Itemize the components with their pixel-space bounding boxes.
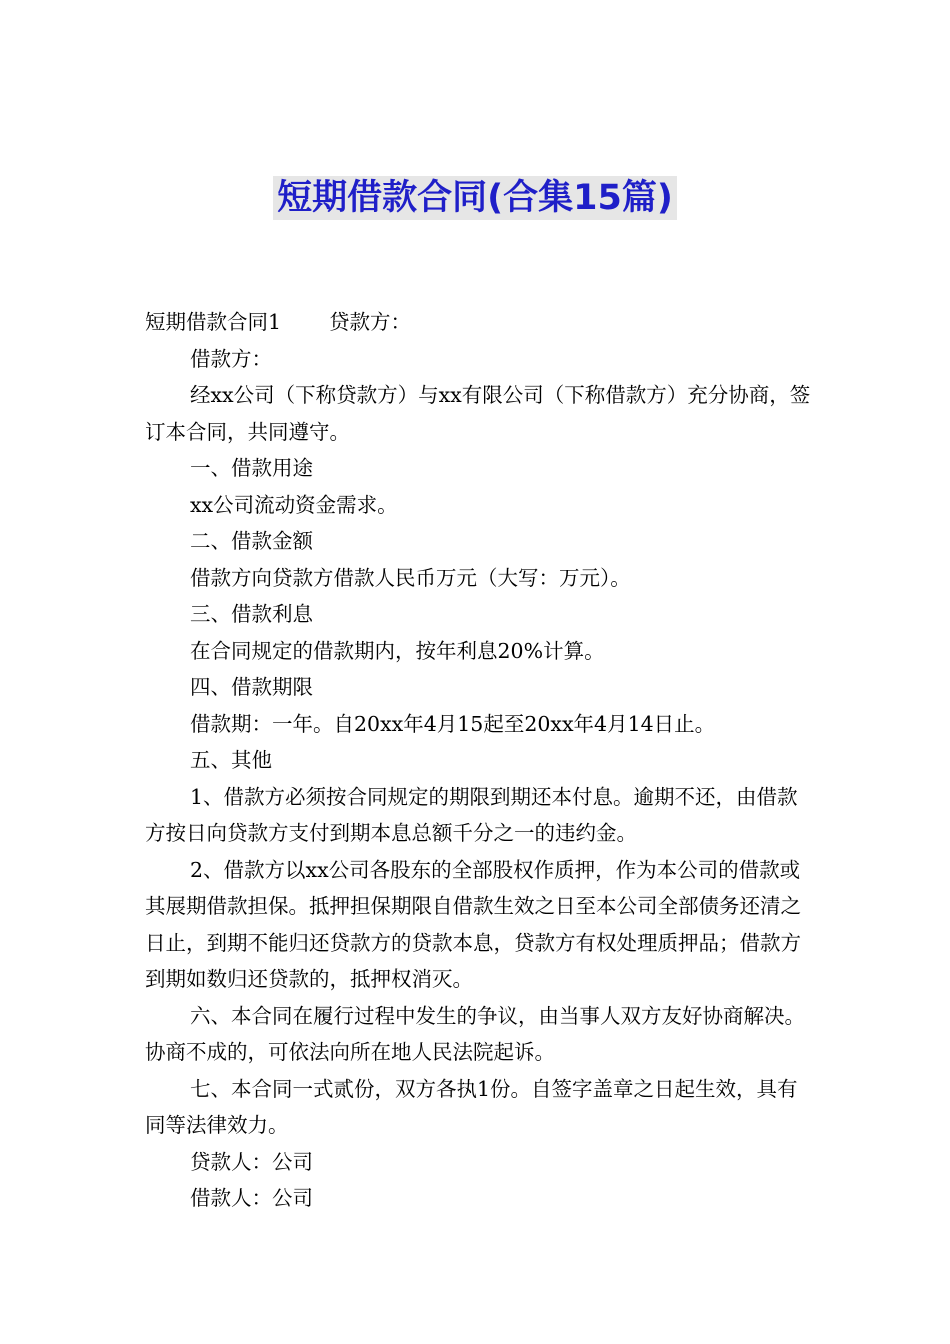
section-other-heading: 五、其他 <box>190 748 272 772</box>
section-interest-text: 在合同规定的借款期内，按年利息20%计算。 <box>190 638 605 663</box>
section-term-text: 借款期：一年。自20xx年4月15起至20xx年4月14日止。 <box>190 711 716 736</box>
title-block <box>0 176 950 220</box>
contract-heading: 短期借款合同1 <box>145 310 282 334</box>
document-body <box>145 304 817 1217</box>
clause-2: 2、借款方以xx公司各股东的全部股权作质押，作为本公司的借款或其展期借款担保。抵押担保期限自借款生效之日至本公司全部债务还清之日止，到期不能归还贷款方的贷款本息，贷款方有权处理质押品；借款方到期如数归还贷款的，抵押权消灭。 <box>145 857 801 991</box>
section-purpose-heading: 一、借款用途 <box>190 456 313 480</box>
paragraph-borrower: 借款方： <box>190 346 272 371</box>
section-copies: 七、本合同一式贰份，双方各执1份。自签字盖章之日起生效，具有同等法律效力。 <box>145 1076 798 1137</box>
section-interest-heading: 三、借款利息 <box>190 602 313 626</box>
document-title: 短期借款合同(合集15篇) <box>273 176 677 220</box>
section-amount-heading: 二、借款金额 <box>190 529 313 553</box>
section-amount-text: 借款方向贷款方借款人民币万元（大写：万元）。 <box>190 565 631 590</box>
lender-label: 贷款方： <box>329 310 412 334</box>
section-term-heading: 四、借款期限 <box>190 675 313 699</box>
section-purpose-text: xx公司流动资金需求。 <box>190 492 398 517</box>
clause-1: 1、借款方必须按合同规定的期限到期还本付息。逾期不还，由借款方按日向贷款方支付到期本息总额千分之一的违约金。 <box>145 784 798 845</box>
signature-borrower: 借款人：公司 <box>190 1186 313 1210</box>
paragraph-intro: 经xx公司（下称贷款方）与xx有限公司（下称借款方）充分协商，签订本合同，共同遵守。 <box>145 383 811 444</box>
section-dispute: 六、本合同在履行过程中发生的争议，由当事人双方友好协商解决。协商不成的，可依法向所在地人民法院起诉。 <box>145 1003 805 1064</box>
signature-lender: 贷款人：公司 <box>190 1149 313 1174</box>
first-line <box>145 304 817 341</box>
